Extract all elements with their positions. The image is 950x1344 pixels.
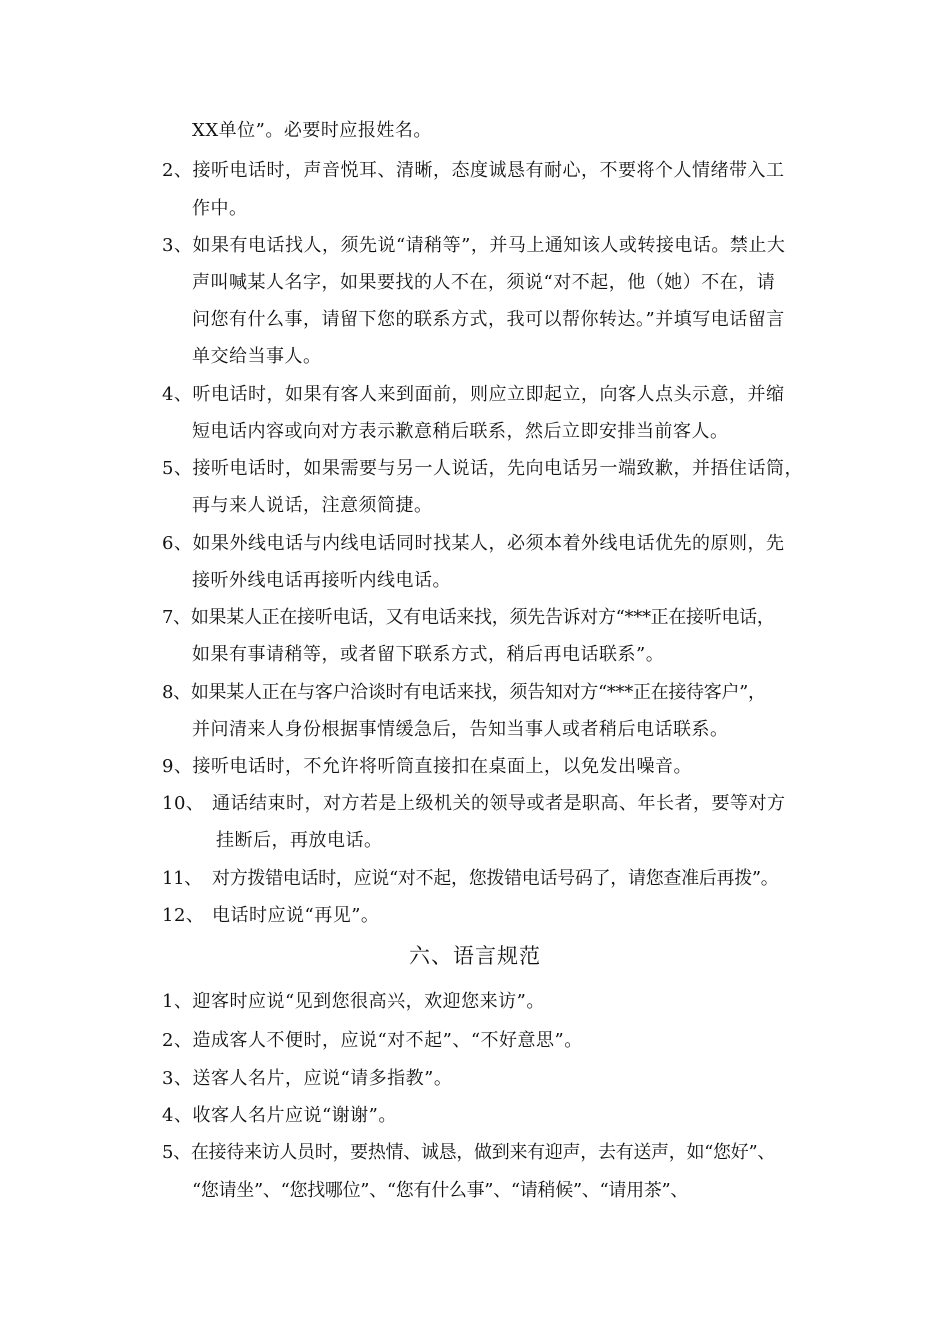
item-text: 如果外线电话与内线电话同时找某人，必须本着外线电话优先的原则，先 bbox=[192, 533, 785, 554]
list-item bbox=[162, 383, 784, 407]
list-item bbox=[162, 1104, 397, 1128]
item-text: 接听电话时，声音悦耳、清晰，态度诚恳有耐心，不要将个人情绪带入工 bbox=[192, 160, 785, 181]
list-item bbox=[162, 532, 784, 556]
list-item bbox=[162, 681, 766, 705]
item-text-continuation: 接听外线电话再接听内线电话。 bbox=[192, 570, 451, 591]
item-text: 接听电话时，如果需要与另一人说话，先向电话另一端致歉，并捂住话筒， bbox=[192, 458, 803, 479]
item-text: 在接待来访人员时，要热情、诚恳，做到来有迎声，去有送声，如“您好”、 bbox=[190, 1142, 776, 1163]
list-item bbox=[162, 904, 379, 928]
list-item bbox=[162, 606, 775, 630]
item-number: 4、 bbox=[162, 1105, 193, 1126]
list-item bbox=[162, 234, 785, 258]
item-text-continuation: 声叫喊某人名字，如果要找的人不在，须说“对不起，他（她）不在，请 bbox=[192, 272, 776, 293]
item-text: 如果某人正在接听电话，又有电话来找，须先告诉对方“***正在接听电话， bbox=[190, 607, 775, 628]
item-text-continuation: 短电话内容或向对方表示歉意稍后联系，然后立即安排当前客人。 bbox=[192, 421, 729, 442]
item-number: 11、 bbox=[162, 868, 203, 889]
item-text: 听电话时，如果有客人来到面前，则应立即起立，向客人点头示意，并缩 bbox=[192, 384, 785, 405]
item-number: 2、 bbox=[162, 1030, 193, 1051]
list-item bbox=[162, 755, 692, 779]
item-text-continuation: “您请坐”、“您找哪位”、“您有什么事”、“请稍候”、“请用茶”、 bbox=[192, 1180, 689, 1201]
list-item bbox=[162, 867, 779, 891]
item-text: 迎客时应说“见到您很高兴，欢迎您来访”。 bbox=[192, 991, 545, 1012]
item-text-continuation: 并问清来人身份根据事情缓急后，告知当事人或者稍后电话联系。 bbox=[192, 719, 729, 740]
item-number: 8、 bbox=[162, 682, 191, 703]
item-text: 通话结束时，对方若是上级机关的领导或者是职高、年长者，要等对方 bbox=[212, 793, 786, 814]
list-item bbox=[162, 1029, 583, 1053]
item-number: 2、 bbox=[162, 160, 193, 181]
list-item bbox=[162, 1141, 775, 1165]
item-number: 3、 bbox=[162, 235, 193, 256]
item-text: 电话时应说“再见”。 bbox=[212, 905, 380, 926]
item-text-continuation: 作中。 bbox=[192, 198, 248, 219]
list-item bbox=[162, 159, 784, 183]
list-item bbox=[162, 990, 545, 1014]
list-item bbox=[162, 457, 803, 481]
item-text-continuation: 问您有什么事，请留下您的联系方式，我可以帮你转达。”并填写电话留言 bbox=[192, 309, 785, 330]
item-text: 对方拨错电话时，应说“对不起，您拨错电话号码了，请您查准后再拨”。 bbox=[212, 868, 779, 889]
list-item bbox=[162, 792, 786, 816]
item-number: 9、 bbox=[162, 756, 193, 777]
paragraph-line: XX单位”。必要时应报姓名。 bbox=[192, 120, 432, 141]
item-text: 如果有电话找人，须先说“请稍等”，并马上通知该人或转接电话。禁止大 bbox=[192, 235, 786, 256]
item-text: 送客人名片，应说“请多指教”。 bbox=[192, 1068, 453, 1089]
item-number: 5、 bbox=[162, 458, 193, 479]
item-number: 12、 bbox=[162, 905, 205, 926]
item-number: 10、 bbox=[162, 793, 205, 814]
item-number: 3、 bbox=[162, 1068, 193, 1089]
item-text: 收客人名片应说“谢谢”。 bbox=[192, 1105, 397, 1126]
item-text: 接听电话时，不允许将听筒直接扣在桌面上，以免发出噪音。 bbox=[192, 756, 692, 777]
item-text-continuation: 如果有事请稍等，或者留下联系方式，稍后再电话联系”。 bbox=[192, 644, 665, 665]
list-item bbox=[162, 1067, 452, 1091]
item-number: 1、 bbox=[162, 991, 193, 1012]
item-text: 造成客人不便时，应说“对不起”、“不好意思”。 bbox=[192, 1030, 583, 1051]
item-text-continuation: 挂断后，再放电话。 bbox=[216, 830, 383, 851]
item-number: 5、 bbox=[162, 1142, 191, 1163]
section-heading: 六、语言规范 bbox=[409, 944, 541, 968]
item-text-continuation: 再与来人说话，注意须简捷。 bbox=[192, 495, 433, 516]
item-number: 7、 bbox=[162, 607, 191, 628]
item-number: 6、 bbox=[162, 533, 193, 554]
item-text-continuation: 单交给当事人。 bbox=[192, 346, 322, 367]
item-number: 4、 bbox=[162, 384, 193, 405]
item-text: 如果某人正在与客户洽谈时有电话来找，须告知对方“***正在接待客户”， bbox=[190, 682, 766, 703]
